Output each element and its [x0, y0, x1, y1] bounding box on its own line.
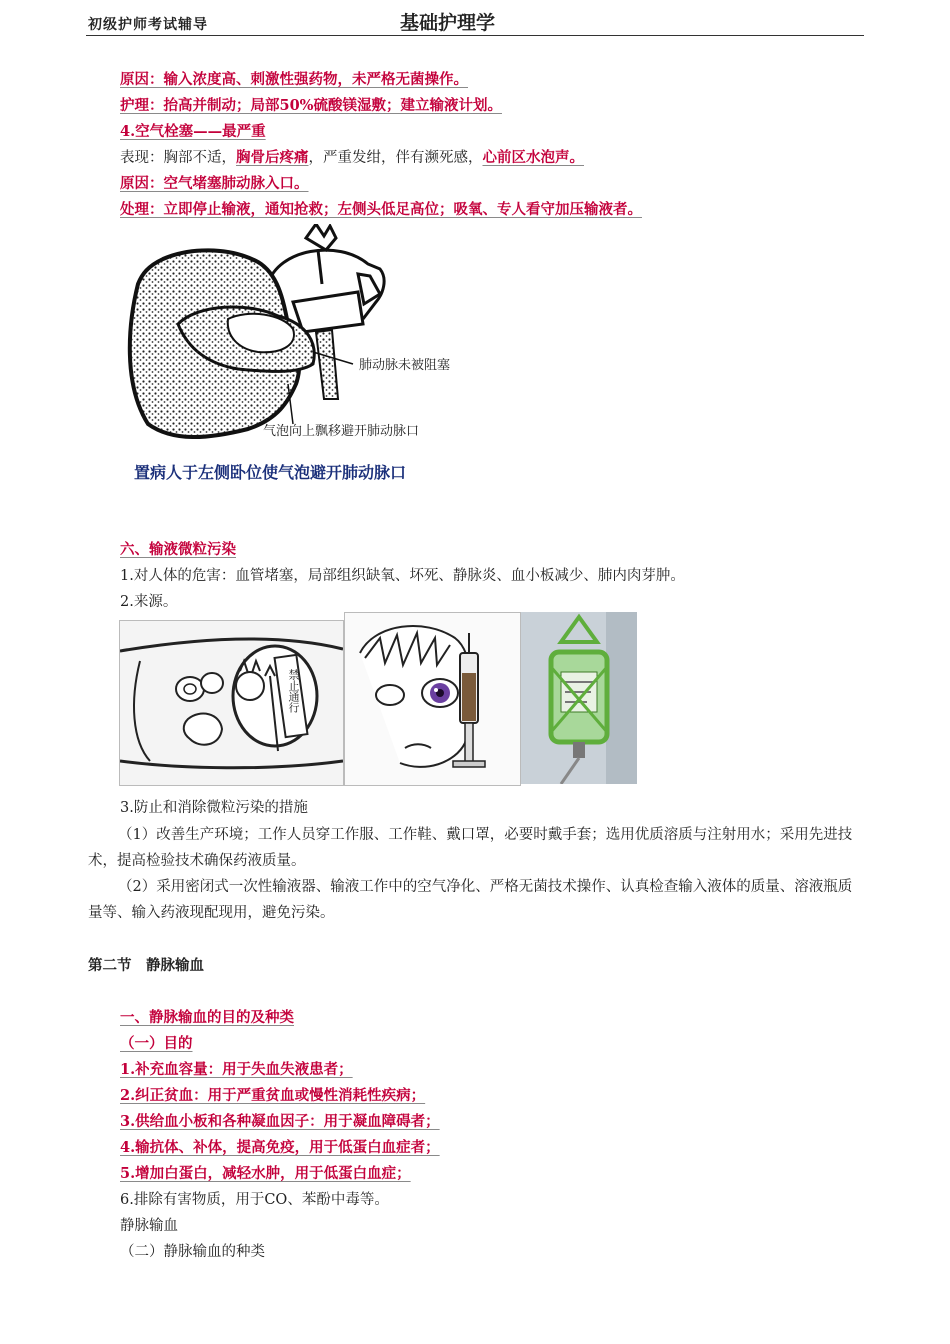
particle-harm-line: 1.对人体的危害：血管堵塞，局部组织缺氧、坏死、静脉炎、血小板减少、肺内肉芽肿。 — [120, 568, 685, 584]
care-line-1: 护理：抬高并制动；局部50%硫酸镁湿敷；建立输液计划。 — [120, 97, 502, 114]
cause-line-2: 原因：空气堵塞肺动脉入口。 — [120, 175, 309, 192]
purpose-subheading: （一）目的 — [120, 1035, 193, 1052]
cause-line-1: 原因：输入浓度高、刺激性强药物，未严格无菌操作。 — [120, 71, 468, 88]
symptom-middle: ，严重发绀，伴有濒死感， — [308, 150, 483, 166]
transfusion-note: 静脉输血 — [120, 1218, 178, 1234]
iv-bag-photo — [521, 612, 637, 784]
measures-title: 3.防止和消除微粒污染的措施 — [120, 800, 308, 816]
heart-air-embolism-figure — [118, 224, 498, 464]
heart-figure-caption: 置病人于左侧卧位使气泡避开肺动脉口 — [134, 463, 407, 482]
measure-1-paragraph: （1）改善生产环境；工作人员穿工作服、工作鞋、戴口罩，必要时戴手套；选用优质溶质与注射用水；采用先进技术，提高检验技术确保药液质量。 — [88, 827, 853, 869]
transfusion-purpose-heading: 一、静脉输血的目的及种类 — [120, 1009, 294, 1026]
header-course-label: 初级护师考试辅导 — [88, 17, 208, 33]
purpose-item: 4.输抗体、补体，提高免疫，用于低蛋白血症者； — [120, 1139, 440, 1156]
no-entry-sign-text: 禁止通行 — [287, 669, 300, 713]
particle-section-title: 六、输液微粒污染 — [120, 541, 236, 558]
particle-source-line: 2.来源。 — [120, 594, 178, 610]
vessel-cartoon-drawing — [120, 621, 343, 785]
header-divider — [86, 35, 864, 36]
label-pulmonary-artery: 肺动脉未被阻塞 — [359, 358, 451, 373]
symptom-prefix: 表现：胸部不适， — [120, 150, 236, 166]
purpose-item: 1.补充血容量：用于失血失液患者； — [120, 1061, 353, 1078]
symptom-key-chest-pain: 胸骨后疼痛 — [236, 149, 309, 166]
symptom-key-heart-sound: 心前区水泡声。 — [482, 149, 584, 166]
eye-cartoon-drawing — [345, 613, 520, 785]
purpose-item: 3.供给血小板和各种凝血因子：用于凝血障碍者； — [120, 1113, 440, 1130]
symptom-line — [120, 148, 584, 168]
label-bubble-drift: 气泡向上飘移避开肺动脉口 — [263, 424, 420, 439]
measure-2-paragraph: （2）采用密闭式一次性输液器、输液工作中的空气净化、严格无菌技术操作、认真检查输入液体的质量、溶液瓶质量等、输入药液现配现用，避免污染。 — [88, 879, 853, 921]
purpose-item: 5.增加白蛋白，减轻水肿，用于低蛋白血症； — [120, 1165, 411, 1182]
vessel-blockage-cartoon — [119, 620, 344, 786]
purpose-item-6: 6.排除有害物质，用于CO、苯酚中毒等。 — [120, 1192, 389, 1208]
eye-injection-cartoon — [344, 612, 521, 786]
iv-bag-drawing — [521, 612, 637, 784]
section-transfusion-title: 第二节 静脉输血 — [88, 957, 204, 974]
treatment-line: 处理：立即停止输液，通知抢救；左侧头低足高位；吸氧、专人看守加压输液者。 — [120, 201, 642, 218]
transfusion-types-heading: （二）静脉输血的种类 — [120, 1244, 265, 1260]
air-embolism-title: 4.空气栓塞——最严重 — [120, 123, 266, 140]
purpose-item: 2.纠正贫血：用于严重贫血或慢性消耗性疾病； — [120, 1087, 426, 1104]
header-title: 基础护理学 — [400, 12, 496, 34]
